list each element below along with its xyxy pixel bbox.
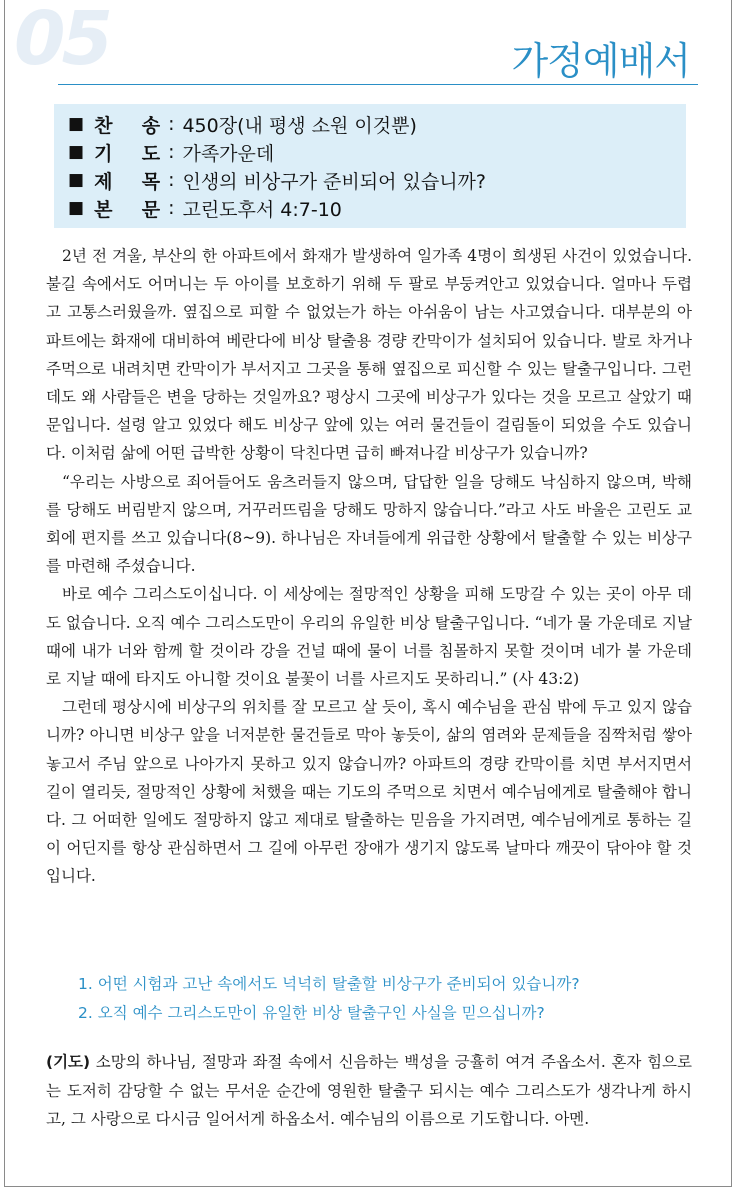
info-value: 450장(내 평생 소원 이것뿐) xyxy=(182,114,417,137)
info-colon: : xyxy=(168,197,175,219)
reflection-questions xyxy=(78,970,580,1028)
info-row-hymn xyxy=(68,110,417,138)
bullet-square-icon: ■ xyxy=(68,198,85,218)
info-value: 인생의 비상구가 준비되어 있습니까? xyxy=(182,170,486,193)
question-item: 1. 어떤 시험과 고난 속에서도 넉넉히 탈출할 비상구가 준비되어 있습니까? xyxy=(78,975,580,993)
bullet-square-icon: ■ xyxy=(68,170,85,190)
bullet-square-icon: ■ xyxy=(68,114,85,134)
prayer-text: 소망의 하나님, 절망과 좌절 속에서 신음하는 백성을 긍휼히 여겨 주옵소서. 혼자 힘으로는 도저히 감당할 수 없는 무서운 순간에 영원한 탈출구 되시는 예수 그리스도가 생각나게 하시고, 그 사랑으로 다시금 일어서게 하옵소서. 예수님의 이름으로 기도합니다. 아멘. xyxy=(46,1053,692,1128)
info-colon: : xyxy=(168,141,175,163)
header-divider xyxy=(58,84,698,85)
closing-prayer xyxy=(46,1048,692,1134)
body-paragraph: 바로 예수 그리스도이십니다. 이 세상에는 절망적인 상황을 피해 도망갈 수 있는 곳이 아무 데도 없습니다. 오직 예수 그리스도만이 우리의 유일한 비상 탈출구입니다. “네가 물 가운데로 지날 때에 내가 너와 함께 할 것이라 강을 건널 때에 물이 너를 침몰하지 못할 것이며 네가 불 가운데로 지날 때에 타지도 아니할 것이요 불꽃이 너를 사르지도 못하리니.” (사 43:2) xyxy=(46,585,692,689)
info-row-scripture xyxy=(68,194,342,222)
body-paragraph: 그런데 평상시에 비상구의 위치를 잘 모르고 살 듯이, 혹시 예수님을 관심 밖에 두고 있지 않습니까? 아니면 비상구 앞을 너저분한 물건들로 막아 놓듯이, 삶의 염려와 문제들을 짐짝처럼 쌓아 놓고서 주님 앞으로 나아가지 못하고 있지 않습니까? 아파트의 경량 칸막이를 치면 부서지면서 길이 열리듯, 절망적인 상황에 처했을 때는 기도의 주먹으로 치면서 예수님에게로 탈출해야 합니다. 그 어떠한 일에도 절망하지 않고 제대로 탈출하는 믿음을 가지려면, 예수님에게로 통하는 길이 어딘지를 항상 관심하면서 그 길에 아무런 장애가 생기지 않도록 날마다 깨끗이 닦아야 할 것입니다. xyxy=(46,698,692,886)
info-value: 고린도후서 4:7-10 xyxy=(182,198,342,221)
info-label: 기 도 xyxy=(94,142,161,165)
question-item: 2. 오직 예수 그리스도만이 유일한 비상 탈출구인 사실을 믿으십니까? xyxy=(78,1004,545,1022)
sermon-body xyxy=(46,242,692,891)
info-colon: : xyxy=(168,169,175,191)
info-value: 가족가운데 xyxy=(182,142,275,165)
info-label: 본 문 xyxy=(94,198,161,221)
service-info-box xyxy=(54,104,686,228)
info-label: 제 목 xyxy=(94,170,161,193)
body-paragraph: 2년 전 겨울, 부산의 한 아파트에서 화재가 발생하여 일가족 4명이 희생된 사건이 있었습니다. 불길 속에서도 어머니는 두 아이를 보호하기 위해 두 팔로 부둥켜안고 있었습니다. 얼마나 두렵고 고통스러웠을까. 옆집으로 피할 수 없었는가 하는 아쉬움이 남는 사고였습니다. 대부분의 아파트에는 화재에 대비하여 베란다에 비상 탈출용 경량 칸막이가 설치되어 있습니다. 발로 차거나 주먹으로 내려치면 칸막이가 부서지고 그곳을 통해 옆집으로 피신할 수 있는 탈출구입니다. 그런데도 왜 사람들은 변을 당하는 것일까요? 평상시 그곳에 비상구가 있다는 것을 모르고 살았기 때문입니다. 설령 알고 있었다 해도 비상구 앞에 있는 여러 물건들이 걸림돌이 되었을 수도 있습니다. 이처럼 삶에 어떤 급박한 상황이 닥친다면 급히 빠져나갈 비상구가 있습니까? xyxy=(46,247,692,463)
page-number: 05 xyxy=(14,0,109,82)
info-label: 찬 송 xyxy=(94,114,161,137)
info-row-prayer xyxy=(68,138,274,166)
bullet-square-icon: ■ xyxy=(68,142,85,162)
prayer-label: (기도) xyxy=(46,1053,91,1071)
info-row-title xyxy=(68,166,486,194)
info-colon: : xyxy=(168,113,175,135)
body-paragraph: “우리는 사방으로 죄어들어도 움츠러들지 않으며, 답답한 일을 당해도 낙심하지 않으며, 박해를 당해도 버림받지 않으며, 거꾸러뜨림을 당해도 망하지 않습니다.”라고 사도 바울은 고린도 교회에 편지를 쓰고 있습니다(8~9). 하나님은 자녀들에게 위급한 상황에서 탈출할 수 있는 비상구를 마련해 주셨습니다. xyxy=(46,472,692,576)
page-title: 가정예배서 xyxy=(511,39,690,83)
